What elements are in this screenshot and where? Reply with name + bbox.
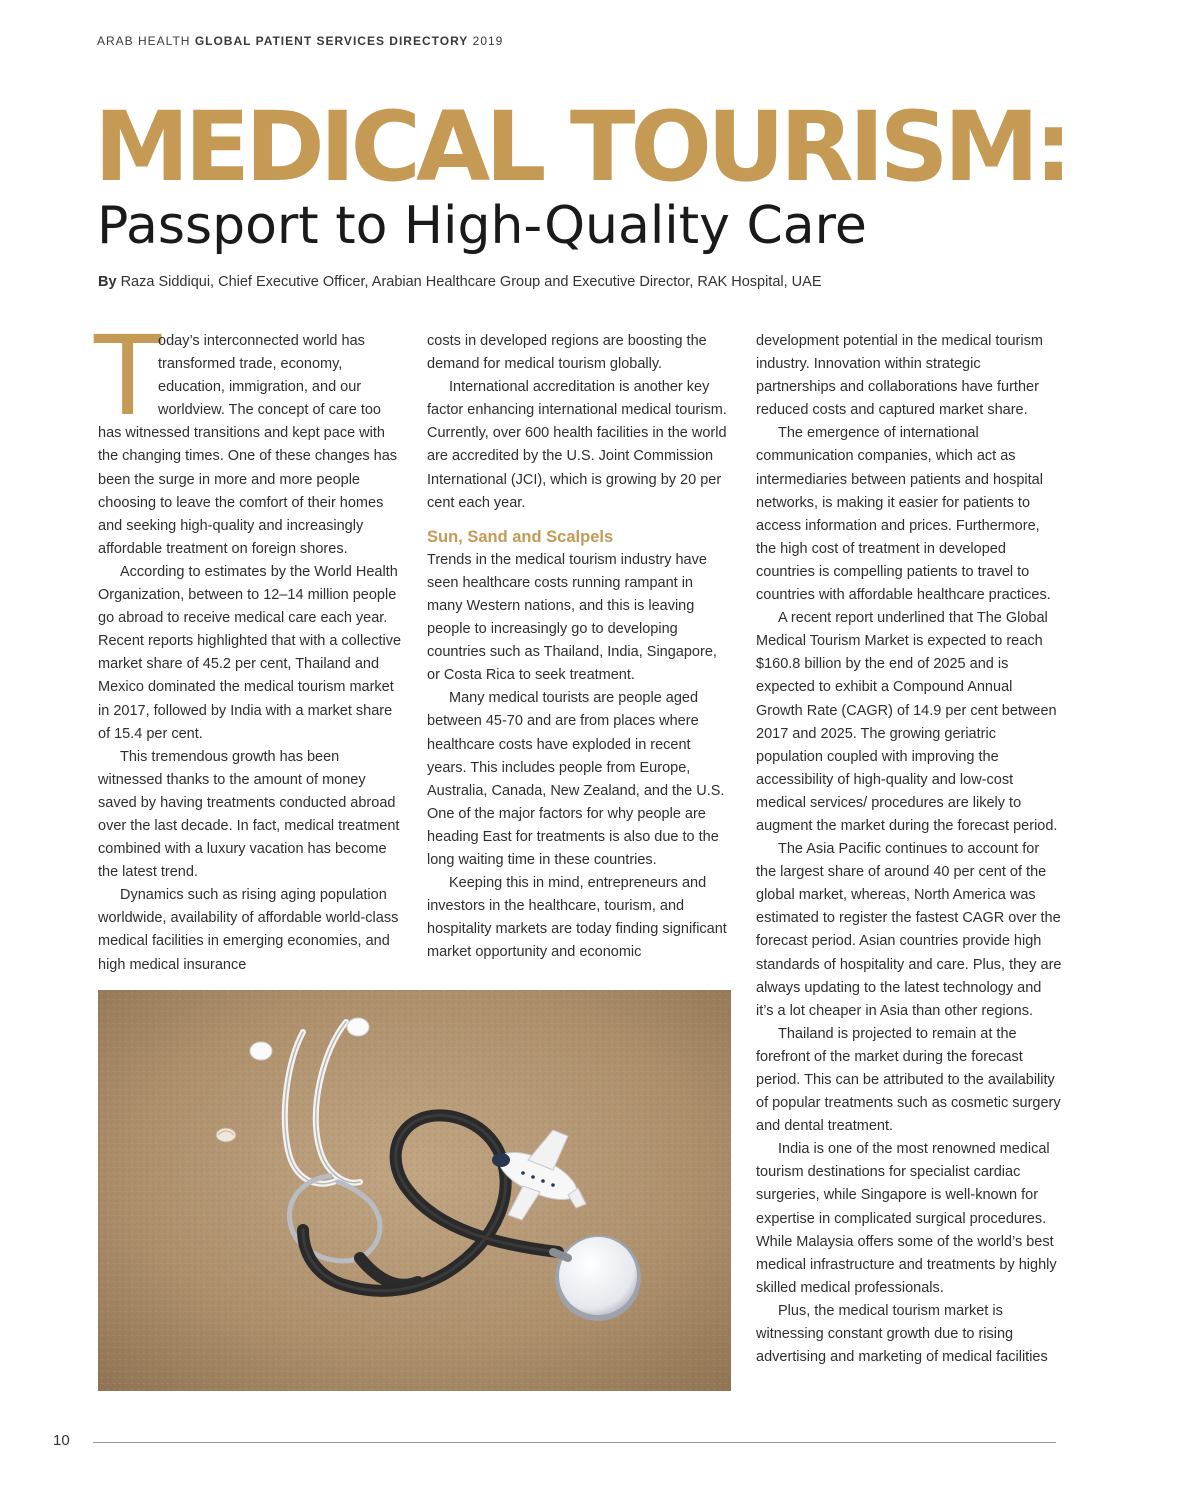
article-paragraph: Plus, the medical tourism market is witnessing constant growth due to rising advertising and marketing of medical facilities bbox=[756, 1302, 1048, 1366]
earpiece-right-icon bbox=[347, 1018, 369, 1036]
stethoscope-airplane-photo bbox=[98, 990, 731, 1391]
article-paragraph: According to estimates by the World Health Organization, between to 12–14 million people go abroad to receive medical care each year. Recent reports highlighted that with a collective market share of 45.2 per cent, Thailand and Mexico dominated the medical tourism market in 2017, followed by India with a market share of 15.4 per cent. bbox=[98, 563, 402, 742]
byline-text: Raza Siddiqui, Chief Executive Officer, Arabian Healthcare Group and Executive Director, RAK Hospital, UAE bbox=[120, 274, 822, 290]
drop-cap: T bbox=[94, 312, 162, 440]
article-paragraph: Thailand is projected to remain at the forefront of the market during the forecast period. This can be attributed to the availability of popular treatments such as cosmetic surgery and dental treatment. bbox=[756, 1025, 1061, 1135]
article-paragraph: costs in developed regions are boosting the demand for medical tourism globally. bbox=[427, 333, 707, 373]
subheadline: Passport to High-Quality Care bbox=[97, 196, 867, 256]
byline bbox=[98, 274, 822, 290]
article-paragraph: Trends in the medical tourism industry have seen healthcare costs running rampant in many Western nations, and this is leaving people to increasingly go to developing countries such as Thailand, India, Singapore, or Costa Rica to seek treatment. bbox=[427, 551, 717, 684]
headline: MEDICAL TOURISM: bbox=[94, 91, 1068, 203]
running-head-prefix: ARAB HEALTH bbox=[97, 34, 191, 48]
running-head-title: GLOBAL PATIENT SERVICES DIRECTORY bbox=[194, 34, 469, 48]
running-head-year: 2019 bbox=[472, 34, 504, 48]
earpiece-left-icon bbox=[250, 1042, 272, 1060]
article-column-2 bbox=[427, 330, 731, 964]
seashell-icon bbox=[216, 1128, 236, 1142]
article-paragraph: development potential in the medical tourism industry. Innovation within strategic partnerships and collaborations have further reduced costs and captured market share. bbox=[756, 333, 1043, 419]
article-paragraph: Keeping this in mind, entrepreneurs and investors in the healthcare, tourism, and hospitality markets are today finding significant market opportunity and economic bbox=[427, 875, 727, 961]
running-head bbox=[97, 34, 503, 48]
article-paragraph: International accreditation is another key factor enhancing international medical tourism. Currently, over 600 health facilities in the world are accredited by the U.S. Joint Commission International (JCI), which is growing by 20 per cent each year. bbox=[427, 379, 727, 511]
article-paragraph: This tremendous growth has been witnessed thanks to the amount of money saved by having treatments conducted abroad over the last decade. In fact, medical treatment combined with a luxury vacation has become the latest trend. bbox=[98, 748, 400, 881]
article-paragraph: India is one of the most renowned medical tourism destinations for specialist cardiac surgeries, while Singapore is well-known for expertise in complicated surgical procedures. While Malaysia offers some of the world’s best medical infrastructure and treatments by highly skilled medical professionals. bbox=[756, 1141, 1057, 1296]
section-heading: Sun, Sand and Scalpels bbox=[427, 527, 614, 546]
byline-label: By bbox=[98, 274, 117, 290]
article-paragraph: A recent report underlined that The Global Medical Tourism Market is expected to reach $160.8 billion by the end of 2025 and is expected to exhibit a Compound Annual Growth Rate (CAGR) of 14.9 per cent between 2017 and 2025. The growing geriatric population coupled with improving the accessibility of high-quality and low-cost medical services/ procedures are likely to augment the market during the forecast period. bbox=[756, 610, 1058, 834]
article-paragraph: The emergence of international communication companies, which act as intermediaries between patients and hospital networks, is making it easier for patients to access information and prices. Furthermore, the high cost of treatment in developed countries is compelling patients to travel to countries with affordable healthcare practices. bbox=[756, 425, 1051, 604]
article-column-3 bbox=[756, 330, 1062, 1369]
article-paragraph: Dynamics such as rising aging population worldwide, availability of affordable world-class medical facilities in emerging economies, and high medical insurance bbox=[98, 887, 399, 973]
footer-divider bbox=[93, 1442, 1056, 1443]
article-paragraph: The Asia Pacific continues to account for the largest share of around 40 per cent of the global market, whereas, North America was estimated to register the fastest CAGR over the forecast period. Asian countries provide high standards of hospitality and care. Plus, they are always updating to the latest technology and it’s a lot cheaper in Asia than other regions. bbox=[756, 841, 1062, 1019]
article-paragraph: Many medical tourists are people aged between 45-70 and are from places where healthcare costs have exploded in recent years. This includes people from Europe, Australia, Canada, New Zealand, and the U.S. One of the major factors for why people are heading East for treatments is also due to the long waiting time in these countries. bbox=[427, 690, 725, 868]
page-number: 10 bbox=[53, 1432, 70, 1449]
article-column-1 bbox=[94, 312, 402, 977]
article-paragraph: T oday’s interconnected world has transformed trade, economy, education, immigration, and our worldview. The concept of care too has witnessed transitions and kept pace with the changing times. One of these changes has been the surge in more and more people choosing to leave the comfort of their homes and seeking high-quality and increasingly affordable treatment on foreign shores. bbox=[94, 312, 398, 557]
